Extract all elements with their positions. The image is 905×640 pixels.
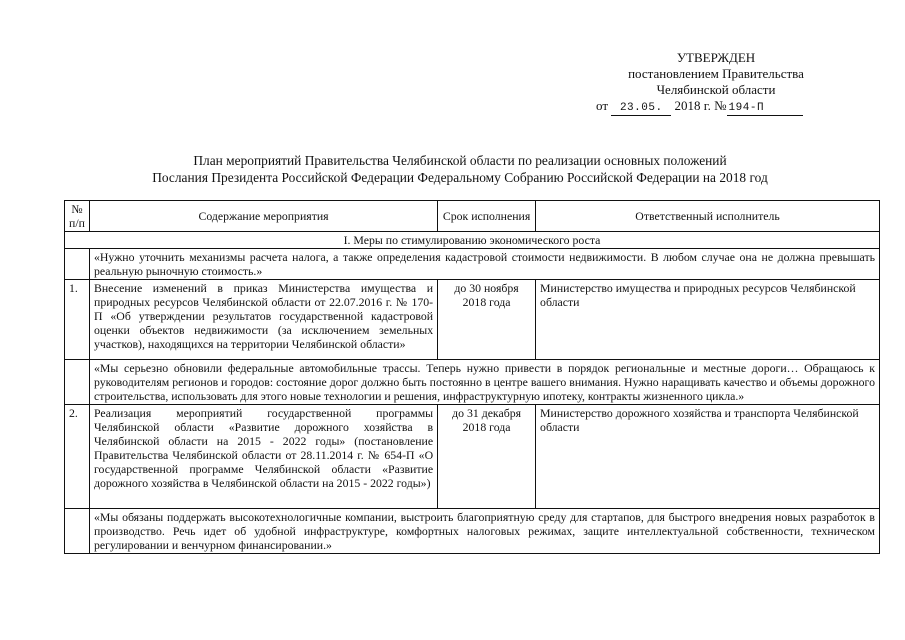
document-title	[100, 152, 820, 186]
handwritten-date: 23.05.	[611, 101, 671, 116]
date-mid: 2018 г. №	[674, 98, 727, 113]
row-responsible: Министерство дорожного хозяйства и транспорта Челябинской области	[536, 405, 880, 509]
approval-region: Челябинской области	[656, 82, 776, 97]
table-row	[65, 405, 880, 509]
quote-num-cell	[65, 360, 90, 405]
table-header-row	[65, 201, 880, 232]
approval-stamp	[596, 50, 836, 116]
row-term: до 30 ноября 2018 года	[438, 280, 536, 360]
approval-basis: постановлением Правительства	[628, 66, 804, 81]
table-row	[65, 280, 880, 360]
header-term: Срок исполнения	[438, 201, 536, 232]
approval-heading: УТВЕРЖДЕН	[676, 50, 756, 65]
row-term: до 31 декабря 2018 года	[438, 405, 536, 509]
quote-num-cell	[65, 509, 90, 554]
quote-text-3: «Мы обязаны поддержать высокотехнологичные компании, выстроить благоприятную среду для стартапов, для быстрого внедрения новых разработок в производство. Речь идет об удобной инфраструктуре, комфортных налоговых режимах, защите интеллектуальной собственности, техническом регулировании и венчурном финансировании.»	[90, 509, 880, 554]
row-num: 2.	[65, 405, 90, 509]
row-num: 1.	[65, 280, 90, 360]
row-responsible: Министерство имущества и природных ресурсов Челябинской области	[536, 280, 880, 360]
header-content: Содержание мероприятия	[90, 201, 438, 232]
plan-table	[64, 200, 880, 554]
quote-num-cell	[65, 249, 90, 280]
section-row	[65, 232, 880, 249]
approval-date-line	[596, 98, 836, 116]
quote-text-1: «Нужно уточнить механизмы расчета налога, а также определения кадастровой стоимости недвижимости. В любом случае она не должна превышать реальную рыночную стоимость.»	[90, 249, 880, 280]
date-prefix: от	[596, 98, 609, 113]
quote-row	[65, 249, 880, 280]
row-content: Реализация мероприятий государственной программы Челябинской области «Развитие дорожного хозяйства в Челябинской области на 2015 - 2022 годы» (постановление Правительства Челябинской области от 28.11.2014 г. № 654-П «О государственной программе Челябинской области «Развитие дорожного хозяйства в Челябинской области на 2015 - 2022 годы»)	[90, 405, 438, 509]
quote-row	[65, 360, 880, 405]
title-line-2: Послания Президента Российской Федерации Федеральному Собранию Российской Федерации на 2018 год	[152, 170, 768, 185]
quote-row	[65, 509, 880, 554]
quote-text-2: «Мы серьезно обновили федеральные автомобильные трассы. Теперь нужно привести в порядок региональные и местные дороги… Обращаюсь к руководителям регионов и городов: состояние дорог должно быть постоянно в центре вашего внимания. Нужно наращивать качество и объемы дорожного строительства, использовать для этого новые технологии и решения, инфраструктурную ипотеку, контракты жизненного цикла.»	[90, 360, 880, 405]
header-num: № п/п	[65, 201, 90, 232]
section-title: I. Меры по стимулированию экономического роста	[65, 232, 880, 249]
handwritten-number: 194-П	[727, 101, 803, 116]
title-line-1: План мероприятий Правительства Челябинской области по реализации основных положений	[193, 153, 727, 168]
header-responsible: Ответственный исполнитель	[536, 201, 880, 232]
row-content: Внесение изменений в приказ Министерства имущества и природных ресурсов Челябинской области от 22.07.2016 г. № 170-П «Об утверждении результатов государственной кадастровой оценки объектов недвижимости (за исключением земельных участков), находящихся на территории Челябинской области»	[90, 280, 438, 360]
